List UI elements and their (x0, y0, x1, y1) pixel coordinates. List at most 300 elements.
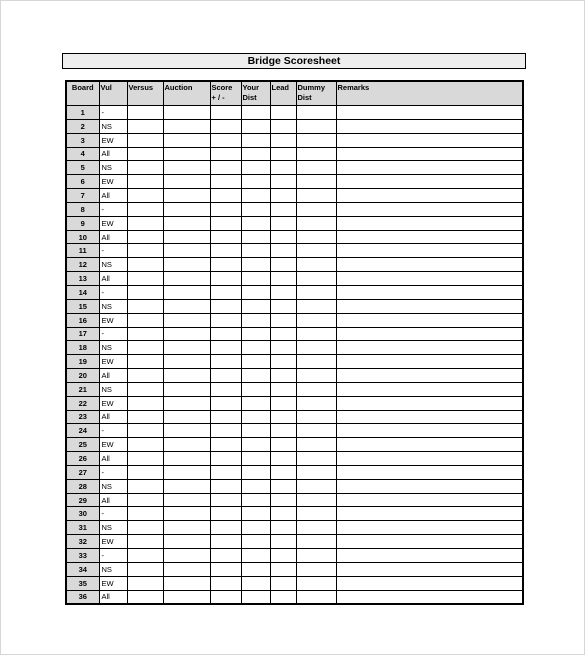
versus-cell (127, 410, 163, 424)
auction-cell (163, 175, 210, 189)
versus-cell (127, 230, 163, 244)
table-row (66, 106, 523, 120)
dummy-dist-cell (296, 119, 336, 133)
score-cell (210, 576, 241, 590)
dummy-dist-cell (296, 341, 336, 355)
remarks-cell (336, 202, 523, 216)
score-cell (210, 106, 241, 120)
your-dist-cell (241, 147, 270, 161)
your-dist-cell (241, 465, 270, 479)
header-your-dist (241, 81, 270, 106)
table-row (66, 119, 523, 133)
dummy-dist-cell (296, 272, 336, 286)
your-dist-cell (241, 285, 270, 299)
vulnerability-cell: All (99, 230, 127, 244)
dummy-dist-cell (296, 590, 336, 604)
header-dummy-dist (296, 81, 336, 106)
table-row (66, 313, 523, 327)
vulnerability-cell: EW (99, 438, 127, 452)
table-row (66, 175, 523, 189)
lead-cell (270, 202, 296, 216)
versus-cell (127, 106, 163, 120)
your-dist-cell (241, 562, 270, 576)
remarks-cell (336, 133, 523, 147)
auction-cell (163, 147, 210, 161)
vulnerability-cell: NS (99, 479, 127, 493)
lead-cell (270, 521, 296, 535)
versus-cell (127, 493, 163, 507)
your-dist-cell (241, 576, 270, 590)
board-number-cell: 11 (66, 244, 99, 258)
score-cell (210, 355, 241, 369)
auction-cell (163, 465, 210, 479)
dummy-dist-cell (296, 313, 336, 327)
versus-cell (127, 189, 163, 203)
remarks-cell (336, 216, 523, 230)
vulnerability-cell: NS (99, 119, 127, 133)
remarks-cell (336, 244, 523, 258)
versus-cell (127, 202, 163, 216)
table-row (66, 465, 523, 479)
board-number-cell: 23 (66, 410, 99, 424)
table-row (66, 562, 523, 576)
versus-cell (127, 355, 163, 369)
remarks-cell (336, 562, 523, 576)
score-cell (210, 438, 241, 452)
your-dist-cell (241, 106, 270, 120)
vulnerability-cell: EW (99, 396, 127, 410)
board-number-cell: 32 (66, 535, 99, 549)
board-number-cell: 16 (66, 313, 99, 327)
auction-cell (163, 452, 210, 466)
board-number-cell: 9 (66, 216, 99, 230)
dummy-dist-cell (296, 410, 336, 424)
score-cell (210, 396, 241, 410)
header-versus: Versus (127, 81, 163, 106)
table-row (66, 410, 523, 424)
vulnerability-cell: - (99, 549, 127, 563)
your-dist-cell (241, 521, 270, 535)
board-number-cell: 4 (66, 147, 99, 161)
dummy-dist-cell (296, 382, 336, 396)
your-dist-cell (241, 202, 270, 216)
vulnerability-cell: EW (99, 576, 127, 590)
vulnerability-cell: - (99, 106, 127, 120)
table-row (66, 133, 523, 147)
lead-cell (270, 424, 296, 438)
table-row (66, 189, 523, 203)
dummy-dist-cell (296, 369, 336, 383)
vulnerability-cell: NS (99, 161, 127, 175)
auction-cell (163, 369, 210, 383)
dummy-dist-cell (296, 106, 336, 120)
header-score-line2: + / - (211, 92, 225, 102)
dummy-dist-cell (296, 299, 336, 313)
versus-cell (127, 479, 163, 493)
your-dist-cell (241, 396, 270, 410)
lead-cell (270, 133, 296, 147)
lead-cell (270, 493, 296, 507)
versus-cell (127, 465, 163, 479)
remarks-cell (336, 230, 523, 244)
remarks-cell (336, 189, 523, 203)
score-cell (210, 161, 241, 175)
auction-cell (163, 244, 210, 258)
auction-cell (163, 272, 210, 286)
your-dist-cell (241, 119, 270, 133)
lead-cell (270, 216, 296, 230)
auction-cell (163, 410, 210, 424)
dummy-dist-cell (296, 521, 336, 535)
score-cell (210, 147, 241, 161)
header-board: Board (66, 81, 99, 106)
auction-cell (163, 161, 210, 175)
lead-cell (270, 369, 296, 383)
vulnerability-cell: All (99, 410, 127, 424)
score-cell (210, 507, 241, 521)
vulnerability-cell: All (99, 452, 127, 466)
header-remarks: Remarks (336, 81, 523, 106)
remarks-cell (336, 341, 523, 355)
table-row (66, 285, 523, 299)
lead-cell (270, 327, 296, 341)
auction-cell (163, 493, 210, 507)
score-cell (210, 410, 241, 424)
score-cell (210, 341, 241, 355)
remarks-cell (336, 258, 523, 272)
lead-cell (270, 507, 296, 521)
score-cell (210, 327, 241, 341)
table-row (66, 549, 523, 563)
versus-cell (127, 313, 163, 327)
lead-cell (270, 535, 296, 549)
dummy-dist-cell (296, 452, 336, 466)
auction-cell (163, 576, 210, 590)
your-dist-cell (241, 175, 270, 189)
vulnerability-cell: NS (99, 299, 127, 313)
versus-cell (127, 590, 163, 604)
board-number-cell: 27 (66, 465, 99, 479)
your-dist-cell (241, 590, 270, 604)
dummy-dist-cell (296, 147, 336, 161)
score-cell (210, 549, 241, 563)
dummy-dist-cell (296, 479, 336, 493)
versus-cell (127, 396, 163, 410)
lead-cell (270, 479, 296, 493)
vulnerability-cell: All (99, 189, 127, 203)
remarks-cell (336, 424, 523, 438)
auction-cell (163, 396, 210, 410)
auction-cell (163, 230, 210, 244)
table-row (66, 161, 523, 175)
dummy-dist-cell (296, 549, 336, 563)
remarks-cell (336, 272, 523, 286)
your-dist-cell (241, 341, 270, 355)
board-number-cell: 3 (66, 133, 99, 147)
vulnerability-cell: All (99, 493, 127, 507)
vulnerability-cell: - (99, 244, 127, 258)
board-number-cell: 20 (66, 369, 99, 383)
your-dist-cell (241, 230, 270, 244)
vulnerability-cell: - (99, 507, 127, 521)
score-cell (210, 258, 241, 272)
board-number-cell: 33 (66, 549, 99, 563)
score-cell (210, 521, 241, 535)
board-number-cell: 34 (66, 562, 99, 576)
remarks-cell (336, 493, 523, 507)
versus-cell (127, 535, 163, 549)
board-number-cell: 31 (66, 521, 99, 535)
remarks-cell (336, 410, 523, 424)
score-cell (210, 479, 241, 493)
remarks-cell (336, 590, 523, 604)
table-row (66, 438, 523, 452)
dummy-dist-cell (296, 562, 336, 576)
lead-cell (270, 590, 296, 604)
vulnerability-cell: - (99, 424, 127, 438)
versus-cell (127, 133, 163, 147)
remarks-cell (336, 161, 523, 175)
remarks-cell (336, 382, 523, 396)
lead-cell (270, 452, 296, 466)
remarks-cell (336, 521, 523, 535)
your-dist-cell (241, 424, 270, 438)
vulnerability-cell: EW (99, 313, 127, 327)
your-dist-cell (241, 438, 270, 452)
remarks-cell (336, 438, 523, 452)
versus-cell (127, 244, 163, 258)
vulnerability-cell: EW (99, 133, 127, 147)
remarks-cell (336, 535, 523, 549)
scoresheet-body (66, 106, 523, 605)
board-number-cell: 17 (66, 327, 99, 341)
score-cell (210, 452, 241, 466)
your-dist-cell (241, 369, 270, 383)
table-row (66, 272, 523, 286)
auction-cell (163, 106, 210, 120)
vulnerability-cell: EW (99, 175, 127, 189)
score-cell (210, 230, 241, 244)
dummy-dist-cell (296, 230, 336, 244)
vulnerability-cell: All (99, 590, 127, 604)
auction-cell (163, 355, 210, 369)
lead-cell (270, 285, 296, 299)
dummy-dist-cell (296, 438, 336, 452)
dummy-dist-cell (296, 465, 336, 479)
score-cell (210, 175, 241, 189)
dummy-dist-cell (296, 285, 336, 299)
auction-cell (163, 285, 210, 299)
score-cell (210, 285, 241, 299)
lead-cell (270, 299, 296, 313)
auction-cell (163, 549, 210, 563)
vulnerability-cell: - (99, 327, 127, 341)
table-row (66, 590, 523, 604)
lead-cell (270, 106, 296, 120)
vulnerability-cell: NS (99, 562, 127, 576)
lead-cell (270, 576, 296, 590)
versus-cell (127, 424, 163, 438)
auction-cell (163, 119, 210, 133)
board-number-cell: 13 (66, 272, 99, 286)
auction-cell (163, 562, 210, 576)
score-cell (210, 424, 241, 438)
score-cell (210, 382, 241, 396)
table-row (66, 147, 523, 161)
versus-cell (127, 161, 163, 175)
score-cell (210, 535, 241, 549)
remarks-cell (336, 175, 523, 189)
board-number-cell: 35 (66, 576, 99, 590)
lead-cell (270, 147, 296, 161)
score-cell (210, 216, 241, 230)
lead-cell (270, 161, 296, 175)
score-cell (210, 119, 241, 133)
board-number-cell: 14 (66, 285, 99, 299)
lead-cell (270, 119, 296, 133)
score-cell (210, 465, 241, 479)
auction-cell (163, 133, 210, 147)
lead-cell (270, 341, 296, 355)
header-lead: Lead (270, 81, 296, 106)
remarks-cell (336, 106, 523, 120)
versus-cell (127, 562, 163, 576)
auction-cell (163, 382, 210, 396)
board-number-cell: 18 (66, 341, 99, 355)
lead-cell (270, 355, 296, 369)
remarks-cell (336, 313, 523, 327)
table-row (66, 327, 523, 341)
score-cell (210, 493, 241, 507)
header-dummy-dist-line2: Dist (297, 92, 312, 102)
table-row (66, 535, 523, 549)
your-dist-cell (241, 507, 270, 521)
your-dist-cell (241, 549, 270, 563)
auction-cell (163, 341, 210, 355)
vulnerability-cell: NS (99, 382, 127, 396)
remarks-cell (336, 327, 523, 341)
header-vul: Vul (99, 81, 127, 106)
board-number-cell: 22 (66, 396, 99, 410)
versus-cell (127, 382, 163, 396)
board-number-cell: 28 (66, 479, 99, 493)
score-cell (210, 189, 241, 203)
auction-cell (163, 327, 210, 341)
score-cell (210, 369, 241, 383)
lead-cell (270, 562, 296, 576)
lead-cell (270, 189, 296, 203)
lead-cell (270, 258, 296, 272)
score-cell (210, 590, 241, 604)
versus-cell (127, 299, 163, 313)
auction-cell (163, 424, 210, 438)
remarks-cell (336, 299, 523, 313)
dummy-dist-cell (296, 576, 336, 590)
your-dist-cell (241, 216, 270, 230)
your-dist-cell (241, 258, 270, 272)
table-row (66, 521, 523, 535)
dummy-dist-cell (296, 216, 336, 230)
versus-cell (127, 369, 163, 383)
table-row (66, 244, 523, 258)
table-row (66, 382, 523, 396)
vulnerability-cell: - (99, 202, 127, 216)
your-dist-cell (241, 493, 270, 507)
remarks-cell (336, 396, 523, 410)
board-number-cell: 12 (66, 258, 99, 272)
lead-cell (270, 410, 296, 424)
your-dist-cell (241, 327, 270, 341)
board-number-cell: 8 (66, 202, 99, 216)
dummy-dist-cell (296, 396, 336, 410)
auction-cell (163, 590, 210, 604)
remarks-cell (336, 452, 523, 466)
dummy-dist-cell (296, 507, 336, 521)
header-dummy-dist-line1: Dummy (297, 83, 326, 92)
table-row (66, 452, 523, 466)
header-your-dist-line2: Dist (242, 92, 257, 102)
your-dist-cell (241, 313, 270, 327)
remarks-cell (336, 465, 523, 479)
vulnerability-cell: NS (99, 341, 127, 355)
table-row (66, 576, 523, 590)
vulnerability-cell: NS (99, 258, 127, 272)
versus-cell (127, 119, 163, 133)
header-row (66, 81, 523, 106)
vulnerability-cell: All (99, 369, 127, 383)
table-row (66, 355, 523, 369)
table-row (66, 507, 523, 521)
board-number-cell: 26 (66, 452, 99, 466)
table-row (66, 230, 523, 244)
board-number-cell: 24 (66, 424, 99, 438)
lead-cell (270, 230, 296, 244)
versus-cell (127, 147, 163, 161)
remarks-cell (336, 479, 523, 493)
score-cell (210, 244, 241, 258)
your-dist-cell (241, 382, 270, 396)
dummy-dist-cell (296, 258, 336, 272)
auction-cell (163, 216, 210, 230)
auction-cell (163, 438, 210, 452)
board-number-cell: 29 (66, 493, 99, 507)
your-dist-cell (241, 299, 270, 313)
board-number-cell: 19 (66, 355, 99, 369)
lead-cell (270, 175, 296, 189)
board-number-cell: 1 (66, 106, 99, 120)
remarks-cell (336, 576, 523, 590)
remarks-cell (336, 147, 523, 161)
auction-cell (163, 479, 210, 493)
your-dist-cell (241, 244, 270, 258)
table-row (66, 341, 523, 355)
dummy-dist-cell (296, 493, 336, 507)
table-row (66, 216, 523, 230)
table-row (66, 299, 523, 313)
versus-cell (127, 341, 163, 355)
dummy-dist-cell (296, 424, 336, 438)
versus-cell (127, 272, 163, 286)
dummy-dist-cell (296, 161, 336, 175)
table-row (66, 202, 523, 216)
board-number-cell: 15 (66, 299, 99, 313)
scoresheet-table (65, 80, 524, 605)
your-dist-cell (241, 133, 270, 147)
vulnerability-cell: EW (99, 216, 127, 230)
dummy-dist-cell (296, 327, 336, 341)
auction-cell (163, 299, 210, 313)
vulnerability-cell: All (99, 272, 127, 286)
